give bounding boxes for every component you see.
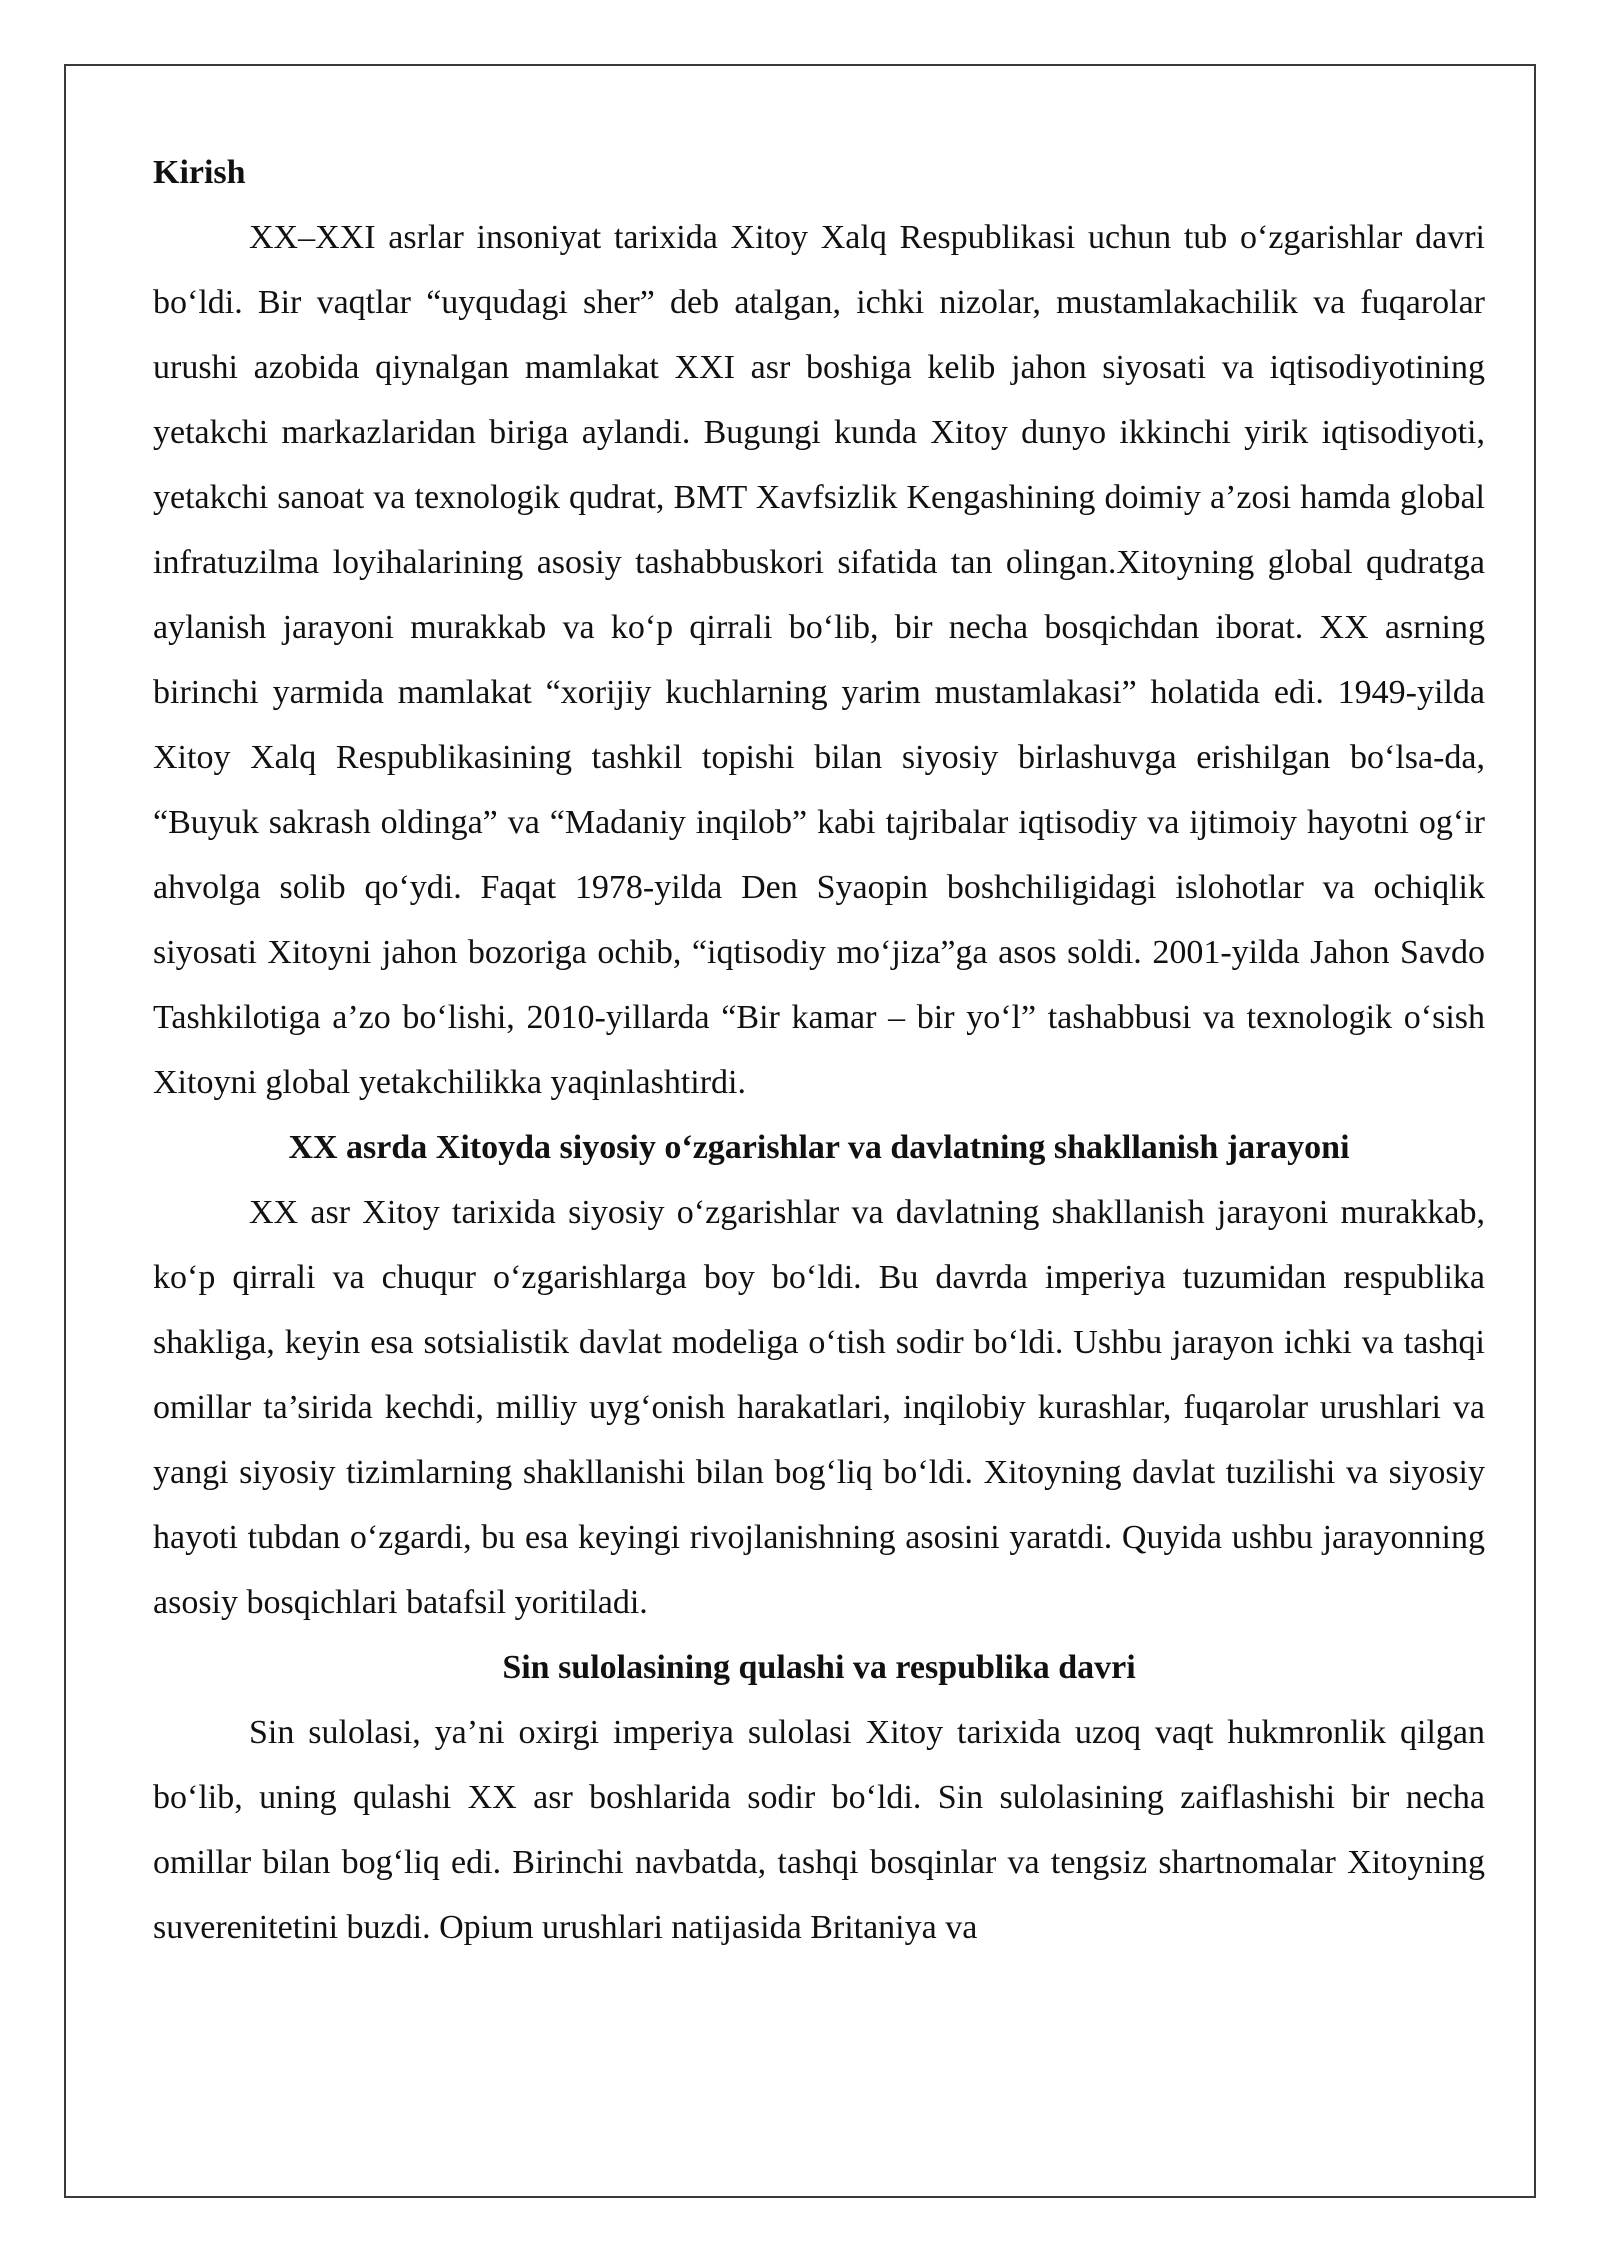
section-heading-qing-collapse: Sin sulolasining qulashi va respublika davri (502, 1649, 1136, 1686)
document-body (153, 140, 1485, 1960)
political-changes-paragraph: XX asr Xitoy tarixida siyosiy oʻzgarishlar va davlatning shakllanish jarayoni murakkab, koʻp qirrali va chuqur oʻzgarishlarga boy boʻldi. Bu davrda imperiya tuzumidan respublika shakliga, keyin esa sotsialistik davlat modeliga oʻtish sodir boʻldi. Ushbu jarayon ichki va tashqi omillar ta’sirida kechdi, milliy uygʻonish harakatlari, inqilobiy kurashlar, fuqarolar urushlari va yangi siyosiy tizimlarning shakllanishi bilan bogʻliq boʻldi. Xitoyning davlat tuzilishi va siyosiy hayoti tubdan oʻzgardi, bu esa keyingi rivojlanishning asosini yaratdi. Quyida ushbu jarayonning asosiy bosqichlari batafsil yoritiladi. (153, 1194, 1485, 1621)
qing-collapse-paragraph: Sin sulolasi, ya’ni oxirgi imperiya sulolasi Xitoy tarixida uzoq vaqt hukmronlik qilgan boʻlib, uning qulashi XX asr boshlarida sodir boʻldi. Sin sulolasining zaiflashishi bir necha omillar bilan bogʻliq edi. Birinchi navbatda, tashqi bosqinlar va tengsiz shartnomalar Xitoyning suverenitetini buzdi. Opium urushlari natijasida Britaniya va (153, 1714, 1485, 1946)
section-heading-political-changes: XX asrda Xitoyda siyosiy oʻzgarishlar va davlatning shakllanish jarayoni (288, 1129, 1350, 1166)
intro-paragraph: XX–XXI asrlar insoniyat tarixida Xitoy Xalq Respublikasi uchun tub oʻzgarishlar davri boʻldi. Bir vaqtlar “uyqudagi sher” deb atalgan, ichki nizolar, mustamlakachilik va fuqarolar urushi azobida qiynalgan mamlakat XXI asr boshiga kelib jahon siyosati va iqtisodiyotining yetakchi markazlaridan biriga aylandi. Bugungi kunda Xitoy dunyo ikkinchi yirik iqtisodiyoti, yetakchi sanoat va texnologik qudrat, BMT Xavfsizlik Kengashining doimiy a’zosi hamda global infratuzilma loyihalarining asosiy tashabbuskori sifatida tan olingan.Xitoyning global qudratga aylanish jarayoni murakkab va koʻp qirrali boʻlib, bir necha bosqichdan iborat. XX asrning birinchi yarmida mamlakat “xorijiy kuchlarning yarim mustamlakasi” holatida edi. 1949-yilda Xitoy Xalq Respublikasining tashkil topishi bilan siyosiy birlashuvga erishilgan boʻlsa-da, “Buyuk sakrash oldinga” va “Madaniy inqilob” kabi tajribalar iqtisodiy va ijtimoiy hayotni ogʻir ahvolga solib qoʻydi. Faqat 1978-yilda Den Syaopin boshchiligidagi islohotlar va ochiqlik siyosati Xitoyni jahon bozoriga ochib, “iqtisodiy moʻjiza”ga asos soldi. 2001-yilda Jahon Savdo Tashkilotiga a’zo boʻlishi, 2010-yillarda “Bir kamar – bir yoʻl” tashabbusi va texnologik oʻsish Xitoyni global yetakchilikka yaqinlashtirdi. (153, 219, 1485, 1101)
intro-heading: Kirish (153, 154, 246, 191)
